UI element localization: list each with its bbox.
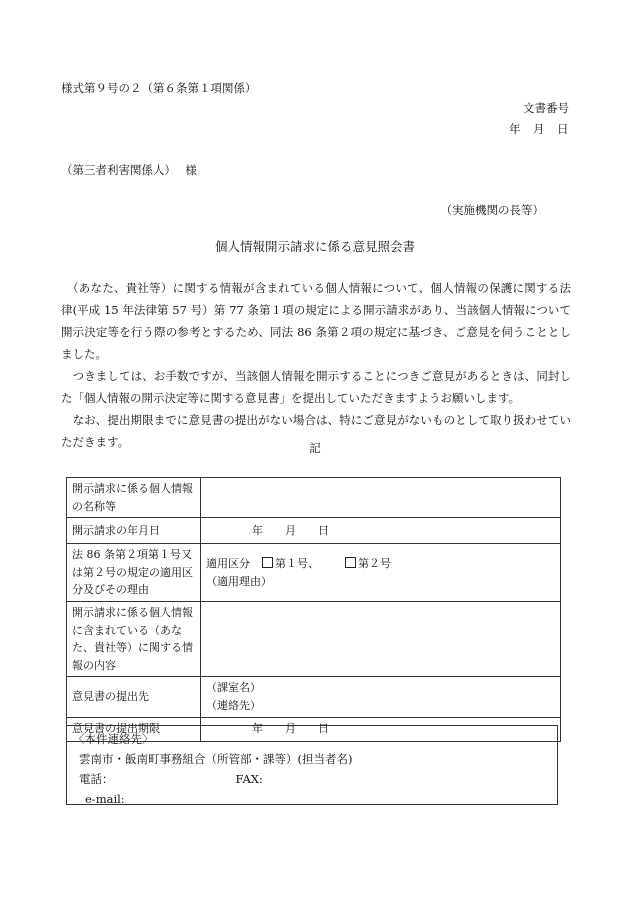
request-details-table (66, 477, 561, 742)
fax-label: FAX: (235, 772, 263, 786)
body-text (61, 277, 571, 453)
table-row (67, 677, 561, 717)
contact-label: （連絡先） (206, 698, 261, 712)
request-date-field[interactable] (201, 518, 561, 544)
section-name-label: （課室名） (206, 681, 261, 695)
contact-heading: 〈本件連絡先〉 (73, 732, 154, 746)
form-number: 様式第９号の２（第６条第１項関係） (61, 81, 257, 95)
contact-box (66, 725, 558, 805)
checkbox-item-2[interactable] (345, 557, 356, 568)
row-label-info-content: 開示請求に係る個人情報に含まれている（あなた、貴社等）に関する情報の内容 (67, 601, 201, 676)
contact-organization: 雲南市・飯南町事務組合（所管部・課等）(担当者名) (79, 752, 353, 766)
row-label-info-name: 開示請求に係る個人情報の名称等 (67, 478, 201, 518)
body-paragraph-1-text: （あなた、貴社等）に関する情報が含まれている個人情報について、個人情報の保護に関する法律(平成 15 年法律第 57 号）第 77 条第１項の規定による開示請求があり、当該個人情報について開示決定等を行う際の参考とするため、同法 86 条第２項の規定に基づき、ご意見を伺うこととしました。 (61, 281, 572, 361)
deadline-value: 年 月 日 (252, 722, 329, 736)
option-2-label: 第２号 (358, 556, 391, 570)
body-paragraph-3-text: なお、提出期限までに意見書の提出がない場合は、特にご意見がないものとして取り扱わせていただきます。 (61, 413, 571, 449)
option-1-label: 第１号、 (275, 556, 319, 570)
contact-email: e-mail: (85, 792, 125, 806)
body-paragraph-1 (61, 277, 571, 365)
application-field (201, 544, 561, 602)
row-label-deadline: 意見書の提出期限 (67, 717, 201, 741)
checkbox-item-1[interactable] (262, 557, 273, 568)
table-row (67, 544, 561, 602)
application-reason-label: （適用理由） (206, 574, 272, 588)
table-row (67, 601, 561, 676)
document-date-label: 年 月 日 (509, 122, 569, 136)
row-label-application: 法 86 条第２項第１号又は第２号の規定の適用区分及びその理由 (67, 544, 201, 602)
table-row (67, 478, 561, 518)
recipient: （第三者利害関係人） 様 (61, 163, 197, 177)
sender: （実施機関の長等） (440, 203, 544, 217)
table-row (67, 518, 561, 544)
body-paragraph-2 (61, 365, 571, 409)
document-title: 個人情報開示請求に係る意見照会書 (214, 239, 415, 254)
submission-destination-field (201, 677, 561, 717)
contact-phone-fax (73, 769, 557, 789)
request-date-value: 年 月 日 (252, 523, 329, 537)
row-label-request-date: 開示請求の年月日 (67, 518, 201, 544)
ki-heading: 記 (309, 441, 321, 455)
phone-label: 電話： (79, 772, 114, 786)
document-number-label: 文書番号 (523, 101, 569, 115)
row-label-submission-destination: 意見書の提出先 (67, 677, 201, 717)
info-name-field[interactable] (201, 478, 561, 518)
body-paragraph-2-text: つきましては、お手数ですが、当該個人情報を開示することにつきご意見があるときは、同封した「個人情報の開示決定等に関する意見書」を提出していただきますようお願いします。 (61, 369, 572, 405)
info-content-field[interactable] (201, 601, 561, 676)
application-category-label: 適用区分 (206, 556, 250, 570)
